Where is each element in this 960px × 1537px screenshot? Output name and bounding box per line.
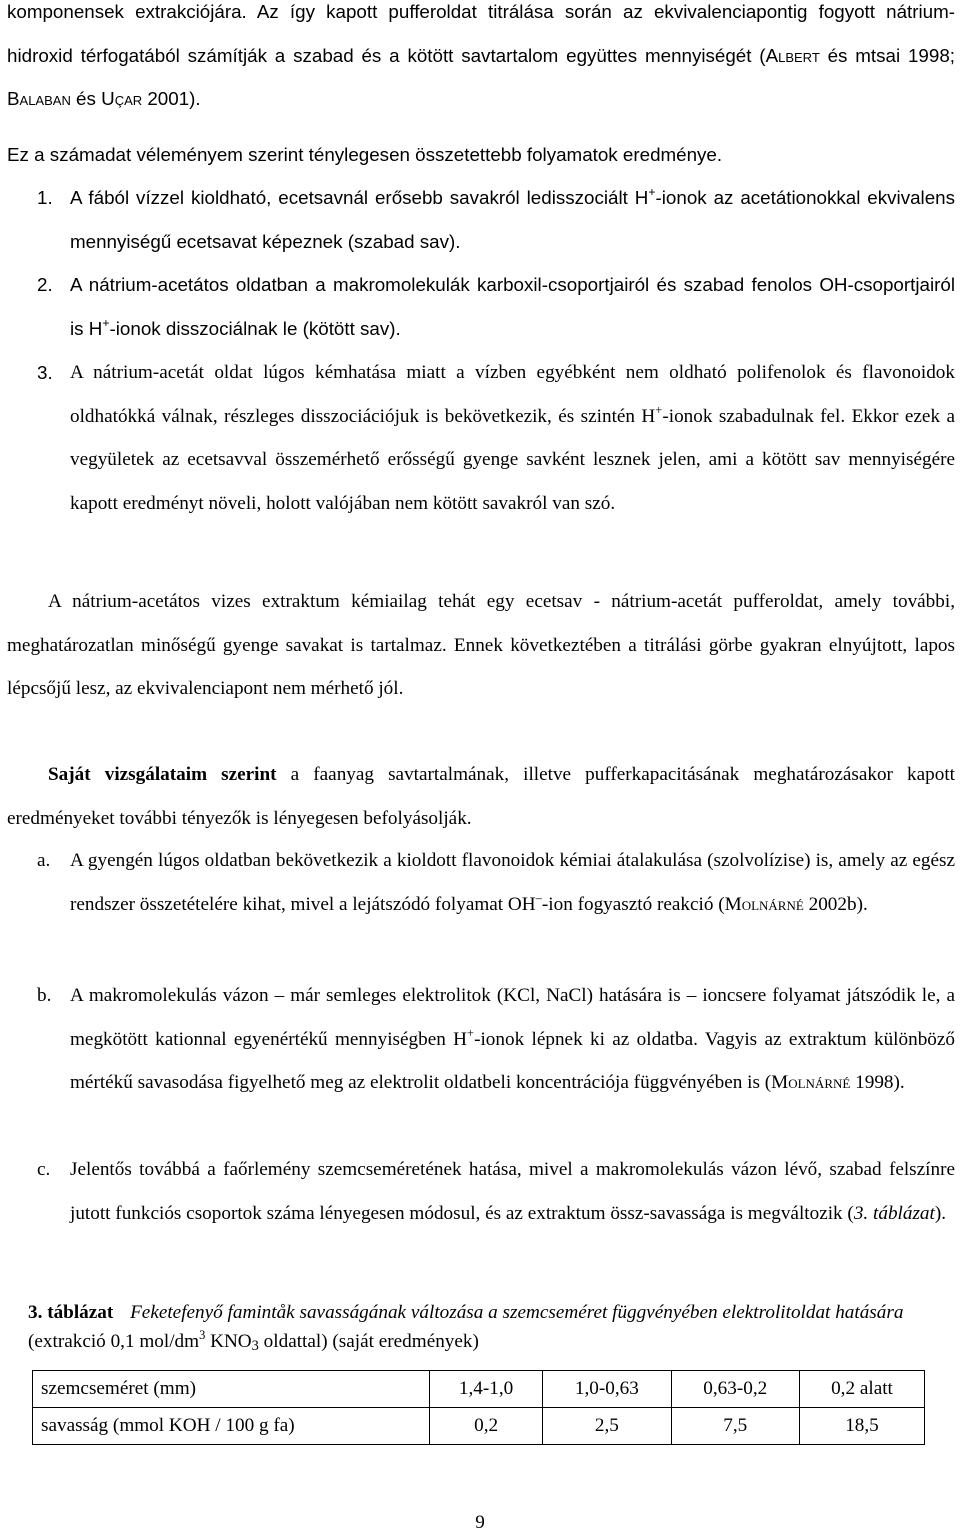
list-marker: 1. [37, 187, 53, 208]
superscript: + [655, 402, 663, 417]
citation-molnarne: Molnárné [724, 893, 804, 915]
buffer-text: A nátrium-acetátos vizes extraktum kémiailag tehát egy ecetsav - nátrium-acetát pufferoldat, amely további, meghatározatlan minőségű gyenge savakat is tartalmaz. Ennek következtében a titrálási görbe gyakran elnyújtott, lapos lépcsőjű lesz, az ekvivalenciapont nem mérhető jól. [7, 591, 955, 700]
lettered-item [37, 839, 955, 926]
list-text: A nátrium-acetát oldat lúgos kémhatása miatt a vízben egyébként nem oldható polifenolok és flavonoidok oldhatókká válnak, részleges disszociációjuk is bekövetkezik, és szintén H [70, 362, 955, 427]
table-cell: 7,5 [671, 1408, 799, 1445]
table-caption-text: oldattal) (saját eredmények) [258, 1331, 479, 1352]
citation-balaban: Balaban [7, 88, 71, 110]
intro-end: 2001). [142, 88, 201, 110]
superscript: + [467, 1025, 475, 1040]
list-text: ). [934, 1202, 947, 1224]
own-findings-text: a faanyag savtartalmának, illetve pufferkapacitásának meghatározásakor kapott eredményeket további tényezők is lényegesen befolyásolják. [7, 764, 955, 829]
opinion-text: Ez a számadat véleményem szerint ténylegesen összetettebb folyamatok eredménye. [7, 144, 723, 165]
list-marker: a. [37, 850, 51, 871]
intro-mid1: és mtsai 1998; [819, 44, 955, 66]
intro-text-b: Az így kapott pufferoldat titrálása során az ekvivalenciapontig fogyott nátrium-hidroxid térfogatából számítják a szabad és a kötött savtartalom együttes mennyiségét ( [7, 1, 955, 66]
citation-ucar: Uçar [101, 88, 143, 110]
superscript: – [535, 890, 542, 905]
list-text: A nátrium-acetátos oldatban a makromolekulák karboxil-csoportjairól és szabad fenolos OH-csoportjairól is H [70, 274, 955, 339]
list-text: Jelentős továbbá a faőrlemény szemcseméretének hatása, mivel a makromolekulás vázon lévő, szabad felszínre jutott funkciós csoportok száma lényegesen módosul, és az extraktum össz-savassága is megváltozik ( [70, 1159, 955, 1224]
lettered-item [37, 1148, 955, 1235]
table-caption-italic: Feketefenyő famintåk savasságának változása a szemcseméret függvényében elektrolitoldat hatására [130, 1302, 904, 1323]
intro-paragraph [7, 0, 955, 121]
superscript: + [102, 315, 110, 330]
table-caption-text: (extrakció 0,1 mol/dm [28, 1331, 200, 1352]
table-cell: 0,63-0,2 [671, 1371, 799, 1408]
numbered-item [37, 176, 955, 263]
table-caption-label: 3. táblázat [28, 1302, 114, 1323]
list-text: 1998). [850, 1072, 905, 1094]
table-cell: 1,0-0,63 [543, 1371, 671, 1408]
list-marker: 2. [37, 274, 53, 295]
table-row [33, 1371, 925, 1408]
subscript: 3 [251, 1337, 259, 1354]
lettered-item [37, 974, 955, 1105]
numbered-item [37, 351, 955, 526]
table-caption [28, 1298, 948, 1356]
list-text: -ionok szabadulnak fel. Ekkor ezek a vegyületek az ecetsavval összemérhető erősségű gyenge savként lesznek jelen, ami a kötött sav mennyiségére kapott eredményt növeli, holott valójában nem kötött savakról van szó. [70, 405, 955, 515]
table-cell: 18,5 [799, 1408, 924, 1445]
table-cell: 0,2 [430, 1408, 543, 1445]
intro-mid2: és [70, 88, 102, 110]
list-marker: b. [37, 985, 52, 1006]
list-text: A makromolekulás vázon – már semleges elektrolitok (KCl, NaCl) hatására is – ioncsere folyamat játszódik le, a megkötött kationnal egyenértékű mennyiségben H [70, 985, 955, 1050]
list-text: A fából vízzel kioldható, ecetsavnál erősebb savakról ledisszociált H [70, 187, 649, 208]
results-table [32, 1370, 925, 1445]
list-text: -ionok lépnek ki az oldatba. Vagyis az extraktum különböző mértékű savasodása figyelhető meg az elektrolit oldatbeli koncentrációja függvényében is ( [70, 1028, 955, 1094]
table-cell: savasság (mmol KOH / 100 g fa) [33, 1408, 430, 1445]
list-text: A gyengén lúgos oldatban bekövetkezik a kioldott flavonoidok kémiai átalakulása (szolvolízise) is, amely az egész rendszer összetételére kihat, mivel a lejátszódó folyamat OH [70, 850, 955, 915]
citation-molnarne: Molnárné [771, 1072, 851, 1094]
numbered-item [37, 263, 955, 350]
table-cell: 2,5 [543, 1408, 671, 1445]
table-row [33, 1408, 925, 1445]
intro-text-a: komponensek extrakciójára. [7, 1, 247, 22]
table-cell: szemcseméret (mm) [33, 1371, 430, 1408]
page-number: 9 [475, 1512, 485, 1533]
list-marker: 3. [37, 362, 53, 383]
own-findings-paragraph [7, 753, 955, 840]
list-text: -ionok az acetátionokkal ekvivalens mennyiségű ecetsavat képeznek (szabad sav). [70, 187, 955, 252]
table-caption-text: KNO [205, 1331, 252, 1352]
opinion-paragraph [7, 133, 955, 177]
superscript: + [648, 185, 656, 200]
table-reference: 3. táblázat [853, 1202, 935, 1224]
buffer-paragraph [7, 580, 955, 711]
list-marker: c. [37, 1159, 51, 1180]
table-cell: 0,2 alatt [799, 1371, 924, 1408]
list-text: -ionok disszociálnak le (kötött sav). [109, 317, 401, 339]
table-cell: 1,4-1,0 [430, 1371, 543, 1408]
citation-albert: Albert [765, 44, 820, 66]
superscript: 3 [199, 1327, 206, 1342]
list-text: 2002b). [803, 893, 868, 915]
own-findings-bold: Saját vizsgálataim szerint [48, 764, 277, 785]
list-text: -ion fogyasztó reakció ( [541, 893, 725, 915]
